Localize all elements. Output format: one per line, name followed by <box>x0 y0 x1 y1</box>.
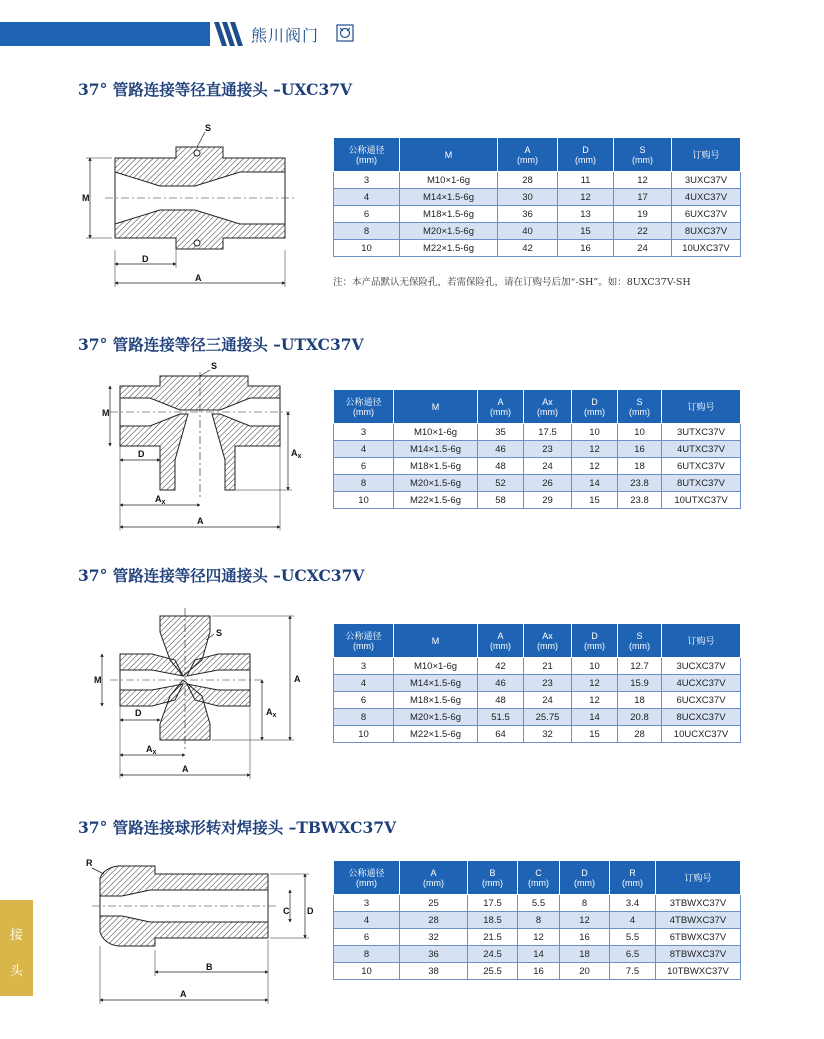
table-cell: 28 <box>618 726 662 743</box>
table-cell: M18×1.5-6g <box>394 692 478 709</box>
column-header: 公称通径 (mm) <box>334 138 400 172</box>
dim-label-ax-vertical: $A_x$ <box>291 448 302 460</box>
dim-label-ax-vertical: $A_x$ <box>266 707 277 719</box>
table-row <box>334 692 741 709</box>
table-cell: M10×1-6g <box>394 658 478 675</box>
table-cell: 10 <box>334 240 400 257</box>
table-cell: 6UTXC37V <box>662 458 741 475</box>
table-cell: 10UCXC37V <box>662 726 741 743</box>
table-cell: 11 <box>558 172 614 189</box>
spec-table-utxc37v <box>333 389 741 509</box>
table-header-row <box>334 861 741 895</box>
section-title: 37° 管路连接等径三通接头 –UTXC37V <box>78 335 364 354</box>
table-cell: 21.5 <box>468 929 518 946</box>
dim-label-d: D <box>307 906 314 916</box>
table-row <box>334 675 741 692</box>
column-header: 订购号 <box>656 861 741 895</box>
table-header-row <box>334 390 741 424</box>
table-cell: 15 <box>572 492 618 509</box>
column-header: D (mm) <box>560 861 610 895</box>
column-header: 公称通径 (mm) <box>334 390 394 424</box>
table-cell: 8 <box>560 895 610 912</box>
table-cell: 20 <box>560 963 610 980</box>
table-cell: 6TBWXC37V <box>656 929 741 946</box>
drawing-ucxc37v <box>102 608 294 779</box>
spec-table-tbwxc37v <box>333 860 741 980</box>
table-row <box>334 458 741 475</box>
table-cell: 3UXC37V <box>672 172 741 189</box>
table-cell: 23 <box>524 675 572 692</box>
table-cell: 6 <box>334 458 394 475</box>
column-header: Ax (mm) <box>524 390 572 424</box>
table-cell: 18 <box>560 946 610 963</box>
technical-drawings <box>0 0 330 1039</box>
table-cell: 36 <box>498 206 558 223</box>
table-cell: 8 <box>334 223 400 240</box>
table-cell: 10 <box>572 658 618 675</box>
table-row <box>334 424 741 441</box>
column-header: A (mm) <box>498 138 558 172</box>
table-cell: 35 <box>478 424 524 441</box>
dim-label-c: C <box>283 906 290 916</box>
table-cell: 17.5 <box>524 424 572 441</box>
section-title: 37° 管路连接等径直通接头 –UXC37V <box>78 80 353 99</box>
table-cell: 12 <box>558 189 614 206</box>
table-cell: 36 <box>400 946 468 963</box>
table-cell: M14×1.5-6g <box>400 189 498 206</box>
table-row <box>334 189 741 206</box>
table-cell: 3 <box>334 172 400 189</box>
table-cell: 16 <box>560 929 610 946</box>
table-cell: 32 <box>400 929 468 946</box>
drawing-uxc37v <box>86 132 295 287</box>
table-cell: M20×1.5-6g <box>394 475 478 492</box>
table-cell: 10 <box>334 492 394 509</box>
table-cell: 3TBWXC37V <box>656 895 741 912</box>
brand-logo-icon <box>336 24 354 42</box>
dim-label-a: A <box>197 516 204 526</box>
table-cell: 46 <box>478 441 524 458</box>
table-cell: 4 <box>334 912 400 929</box>
column-header: A (mm) <box>478 390 524 424</box>
table-cell: 28 <box>400 912 468 929</box>
column-header: M <box>394 624 478 658</box>
table-cell: 3 <box>334 895 400 912</box>
table-cell: M10×1-6g <box>394 424 478 441</box>
table-cell: 12.7 <box>618 658 662 675</box>
table-cell: 10 <box>572 424 618 441</box>
table-cell: 16 <box>518 963 560 980</box>
table-cell: 3.4 <box>610 895 656 912</box>
table-cell: 24 <box>614 240 672 257</box>
table-cell: 18 <box>618 692 662 709</box>
column-header: A (mm) <box>400 861 468 895</box>
column-header: C (mm) <box>518 861 560 895</box>
table-header-row <box>334 138 741 172</box>
table-cell: 42 <box>498 240 558 257</box>
table-cell: 48 <box>478 458 524 475</box>
table-cell: M18×1.5-6g <box>394 458 478 475</box>
column-header: M <box>394 390 478 424</box>
order-note: 注：本产品默认无保险孔，若需保险孔，请在订购号后加“-SH”。如：8UXC37V-SH <box>333 277 691 288</box>
table-cell: 25 <box>400 895 468 912</box>
table-cell: 8UTXC37V <box>662 475 741 492</box>
table-cell: M22×1.5-6g <box>394 492 478 509</box>
dim-label-s: S <box>211 361 218 371</box>
table-cell: 15.9 <box>618 675 662 692</box>
table-cell: M20×1.5-6g <box>394 709 478 726</box>
table-cell: 25.5 <box>468 963 518 980</box>
dim-label-m: M <box>94 675 102 685</box>
table-cell: 40 <box>498 223 558 240</box>
table-header-row <box>334 624 741 658</box>
table-cell: 18 <box>618 458 662 475</box>
dim-label-d: D <box>135 708 142 718</box>
table-cell: 17.5 <box>468 895 518 912</box>
column-header: 公称通径 (mm) <box>334 861 400 895</box>
table-cell: 10 <box>618 424 662 441</box>
column-header: B (mm) <box>468 861 518 895</box>
table-row <box>334 441 741 458</box>
section-title: 37° 管路连接等径四通接头 –UCXC37V <box>78 566 365 585</box>
table-cell: 42 <box>478 658 524 675</box>
table-cell: 6 <box>334 929 400 946</box>
table-row <box>334 946 741 963</box>
column-header: D (mm) <box>572 624 618 658</box>
brand-name: 熊川阀门 <box>251 26 320 45</box>
table-row <box>334 929 741 946</box>
table-cell: 10UXC37V <box>672 240 741 257</box>
dim-label-s: S <box>205 123 212 133</box>
table-row <box>334 726 741 743</box>
table-cell: 6UXC37V <box>672 206 741 223</box>
table-cell: 48 <box>478 692 524 709</box>
table-cell: 22 <box>614 223 672 240</box>
table-cell: 18.5 <box>468 912 518 929</box>
table-cell: 4TBWXC37V <box>656 912 741 929</box>
table-cell: 23.8 <box>618 475 662 492</box>
table-cell: 4 <box>334 675 394 692</box>
dim-label-a: A <box>195 273 202 283</box>
table-cell: 21 <box>524 658 572 675</box>
table-cell: 15 <box>558 223 614 240</box>
table-cell: 4 <box>334 189 400 206</box>
table-cell: 64 <box>478 726 524 743</box>
table-cell: 8 <box>518 912 560 929</box>
table-cell: 8UXC37V <box>672 223 741 240</box>
table-cell: 38 <box>400 963 468 980</box>
spec-table-ucxc37v <box>333 623 741 743</box>
table-cell: 24 <box>524 458 572 475</box>
dim-label-a: A <box>182 764 189 774</box>
table-cell: 6.5 <box>610 946 656 963</box>
table-cell: 12 <box>614 172 672 189</box>
table-cell: 26 <box>524 475 572 492</box>
table-cell: 16 <box>558 240 614 257</box>
spec-table-uxc37v <box>333 137 741 257</box>
dim-label-a: A <box>180 989 187 999</box>
table-cell: 12 <box>518 929 560 946</box>
table-cell: 58 <box>478 492 524 509</box>
dim-label-ax: $A_x$ <box>155 494 166 506</box>
column-header: R (mm) <box>610 861 656 895</box>
column-header: D (mm) <box>558 138 614 172</box>
side-tab-char: 头 <box>10 964 24 979</box>
table-cell: 25.75 <box>524 709 572 726</box>
table-cell: 4 <box>610 912 656 929</box>
dim-label-ax: $A_x$ <box>146 744 157 756</box>
table-cell: 4 <box>334 441 394 458</box>
table-cell: 4UXC37V <box>672 189 741 206</box>
table-cell: 10 <box>334 726 394 743</box>
table-row <box>334 172 741 189</box>
table-cell: 12 <box>572 675 618 692</box>
table-row <box>334 912 741 929</box>
drawing-tbwxc37v <box>92 866 309 1004</box>
table-cell: M18×1.5-6g <box>400 206 498 223</box>
table-cell: 12 <box>560 912 610 929</box>
column-header: 订购号 <box>662 624 741 658</box>
column-header: M <box>400 138 498 172</box>
dim-label-b: B <box>206 962 213 972</box>
table-cell: 23.8 <box>618 492 662 509</box>
table-cell: 12 <box>572 441 618 458</box>
column-header: D (mm) <box>572 390 618 424</box>
column-header: S (mm) <box>618 390 662 424</box>
table-cell: M22×1.5-6g <box>400 240 498 257</box>
table-cell: 19 <box>614 206 672 223</box>
table-cell: 4UTXC37V <box>662 441 741 458</box>
table-cell: 15 <box>572 726 618 743</box>
table-row <box>334 475 741 492</box>
table-cell: 23 <box>524 441 572 458</box>
table-cell: M10×1-6g <box>400 172 498 189</box>
column-header: 公称通径 (mm) <box>334 624 394 658</box>
table-row <box>334 709 741 726</box>
table-cell: 8TBWXC37V <box>656 946 741 963</box>
section-title: 37° 管路连接球形转对焊接头 –TBWXC37V <box>78 818 397 837</box>
table-row <box>334 963 741 980</box>
dim-label-m: M <box>82 193 90 203</box>
table-cell: 8 <box>334 709 394 726</box>
table-cell: 14 <box>572 475 618 492</box>
table-cell: 3 <box>334 424 394 441</box>
table-cell: 6 <box>334 206 400 223</box>
table-cell: 4UCXC37V <box>662 675 741 692</box>
column-header: 订购号 <box>662 390 741 424</box>
table-cell: 13 <box>558 206 614 223</box>
table-cell: 20.8 <box>618 709 662 726</box>
table-cell: 32 <box>524 726 572 743</box>
table-cell: 29 <box>524 492 572 509</box>
table-row <box>334 895 741 912</box>
column-header: S (mm) <box>618 624 662 658</box>
dim-label-s: S <box>216 628 223 638</box>
dim-label-d: D <box>142 254 149 264</box>
table-cell: 28 <box>498 172 558 189</box>
table-cell: 14 <box>572 709 618 726</box>
table-cell: 5.5 <box>610 929 656 946</box>
table-row <box>334 240 741 257</box>
table-row <box>334 223 741 240</box>
column-header: 订购号 <box>672 138 741 172</box>
dim-label-m: M <box>102 408 110 418</box>
table-cell: 3UCXC37V <box>662 658 741 675</box>
table-cell: M22×1.5-6g <box>394 726 478 743</box>
table-cell: 8UCXC37V <box>662 709 741 726</box>
table-cell: 10TBWXC37V <box>656 963 741 980</box>
dim-label-r: R <box>86 858 93 868</box>
table-cell: 46 <box>478 675 524 692</box>
table-cell: M14×1.5-6g <box>394 441 478 458</box>
table-cell: 52 <box>478 475 524 492</box>
table-cell: 10UTXC37V <box>662 492 741 509</box>
table-cell: 3 <box>334 658 394 675</box>
table-cell: 12 <box>572 458 618 475</box>
table-cell: 6 <box>334 692 394 709</box>
table-cell: 51.5 <box>478 709 524 726</box>
table-cell: 8 <box>334 475 394 492</box>
column-header: Ax (mm) <box>524 624 572 658</box>
table-cell: 6UCXC37V <box>662 692 741 709</box>
table-cell: 24.5 <box>468 946 518 963</box>
side-tab-char: 接 <box>10 928 24 943</box>
table-cell: M20×1.5-6g <box>400 223 498 240</box>
table-cell: 12 <box>572 692 618 709</box>
table-cell: 5.5 <box>518 895 560 912</box>
table-row <box>334 492 741 509</box>
column-header: S (mm) <box>614 138 672 172</box>
table-row <box>334 658 741 675</box>
table-cell: 16 <box>618 441 662 458</box>
dim-label-d: D <box>138 449 145 459</box>
table-cell: 17 <box>614 189 672 206</box>
table-cell: 7.5 <box>610 963 656 980</box>
table-cell: 24 <box>524 692 572 709</box>
table-cell: 14 <box>518 946 560 963</box>
dim-label-a-vertical: A <box>294 674 301 684</box>
table-cell: 10 <box>334 963 400 980</box>
table-row <box>334 206 741 223</box>
table-cell: 8 <box>334 946 400 963</box>
column-header: A (mm) <box>478 624 524 658</box>
table-cell: 3UTXC37V <box>662 424 741 441</box>
table-cell: M14×1.5-6g <box>394 675 478 692</box>
table-cell: 30 <box>498 189 558 206</box>
